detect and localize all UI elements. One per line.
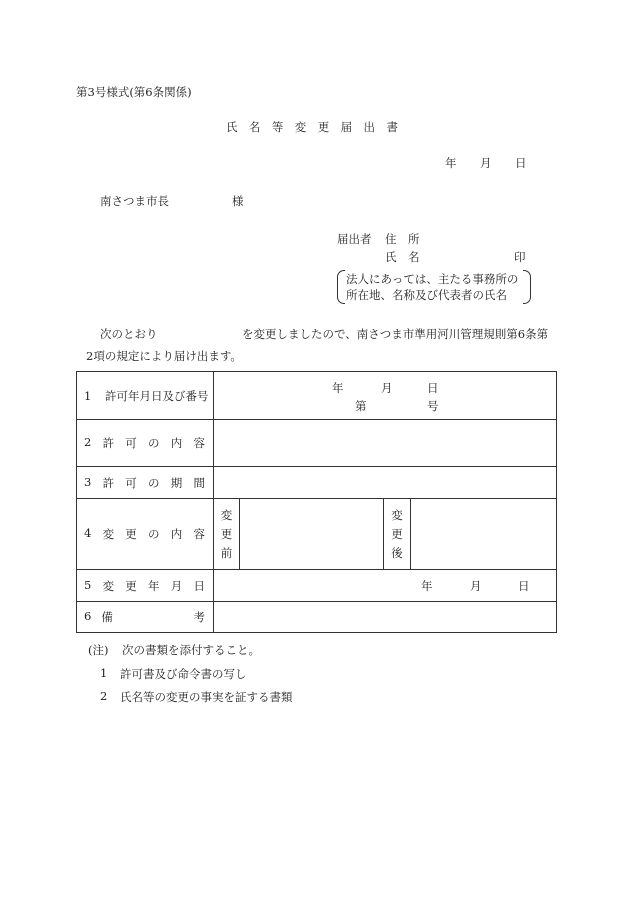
title-char: 氏 bbox=[226, 120, 238, 134]
label-char: 備 bbox=[101, 610, 113, 624]
row-label bbox=[77, 570, 214, 602]
date-month-label: 月 bbox=[480, 156, 492, 170]
label-char: 容 bbox=[193, 436, 205, 450]
notes-heading: (注) bbox=[88, 643, 109, 657]
table-row bbox=[77, 372, 557, 420]
label-char: 許 bbox=[102, 475, 115, 490]
label-char: 許 bbox=[102, 436, 115, 450]
after-change-field[interactable] bbox=[411, 499, 557, 570]
after-change-label bbox=[384, 499, 411, 570]
row5-month: 月 bbox=[470, 579, 482, 593]
row5-year: 年 bbox=[421, 579, 433, 593]
label-char: 年 bbox=[148, 578, 160, 593]
before-change-label bbox=[214, 499, 240, 570]
note-item-number: 2 bbox=[100, 689, 108, 703]
title-char: 等 bbox=[271, 120, 284, 134]
change-date-field[interactable] bbox=[214, 570, 557, 602]
remarks-field[interactable] bbox=[214, 602, 557, 633]
title-char: 届 bbox=[340, 120, 353, 134]
row-number: 3 bbox=[84, 474, 92, 489]
row-number: 2 bbox=[84, 435, 92, 449]
right-bracket bbox=[523, 270, 531, 304]
row-label bbox=[77, 372, 214, 420]
row-label bbox=[77, 499, 214, 570]
body-line1-prefix: 次のとおり bbox=[100, 327, 158, 341]
row1-month: 月 bbox=[381, 381, 393, 395]
label-char: 月 bbox=[170, 578, 183, 593]
title-char: 出 bbox=[363, 120, 376, 134]
row1-dai: 第 bbox=[355, 399, 367, 413]
title-char: 名 bbox=[248, 120, 261, 134]
label-char: 変 bbox=[102, 527, 115, 541]
row-label bbox=[77, 467, 214, 499]
label-char: 更 bbox=[391, 526, 403, 541]
label-char: 可 bbox=[125, 475, 137, 490]
row1-go: 号 bbox=[427, 399, 439, 413]
label-char: 間 bbox=[193, 475, 205, 490]
addressee-honorific: 様 bbox=[232, 194, 244, 208]
label-char: の bbox=[148, 475, 160, 490]
label-char: 日 bbox=[193, 578, 205, 593]
note-item-text: 氏名等の変更の事実を証する書類 bbox=[120, 690, 293, 704]
notes-intro: 次の書類を添付すること。 bbox=[122, 643, 260, 657]
table-row bbox=[77, 602, 557, 633]
row-label bbox=[77, 420, 214, 467]
before-change-field[interactable] bbox=[240, 499, 384, 570]
label-char: 内 bbox=[170, 527, 183, 541]
address-label: 住 所 bbox=[385, 232, 420, 246]
row-number: 6 bbox=[84, 609, 92, 623]
left-bracket bbox=[337, 270, 345, 304]
date-year-label: 年 bbox=[445, 156, 457, 170]
body-line1-suffix: を変更しましたので、南さつま市準用河川管理規則第6条第 bbox=[242, 327, 549, 341]
label-char: 前 bbox=[220, 545, 233, 560]
label-char: 更 bbox=[125, 578, 137, 593]
applicant-label: 届出者 bbox=[337, 232, 372, 246]
table-row bbox=[77, 570, 557, 602]
table-row bbox=[77, 467, 557, 499]
label-char: 考 bbox=[193, 610, 205, 624]
application-table bbox=[76, 371, 557, 633]
label-char: 変 bbox=[102, 578, 115, 593]
label-char: 変 bbox=[391, 507, 403, 522]
permit-date-number-field[interactable] bbox=[214, 372, 557, 420]
row-number: 5 bbox=[84, 577, 92, 592]
label-char: 期 bbox=[170, 475, 183, 490]
title-char: 書 bbox=[386, 120, 398, 134]
permit-period-field[interactable] bbox=[214, 467, 557, 499]
note-item-number: 1 bbox=[100, 666, 108, 680]
label-char: 更 bbox=[125, 527, 137, 541]
document-title bbox=[226, 119, 398, 135]
permit-content-field[interactable] bbox=[214, 420, 557, 467]
body-line2: 2項の規定により届け出ます。 bbox=[86, 349, 242, 363]
name-label: 氏 名 bbox=[385, 250, 420, 264]
note-item-text: 許可書及び命令書の写し bbox=[120, 667, 247, 681]
corporate-note bbox=[337, 270, 531, 304]
label-char: 容 bbox=[193, 527, 205, 541]
table-row bbox=[77, 420, 557, 467]
row-number: 1 bbox=[84, 388, 92, 403]
form-number: 第3号様式(第6条関係) bbox=[76, 85, 192, 99]
row1-year: 年 bbox=[332, 381, 344, 395]
label-char: の bbox=[148, 436, 160, 450]
row-label-text: 許可年月日及び番号 bbox=[104, 388, 209, 403]
label-char: 変 bbox=[220, 507, 233, 522]
row1-day: 日 bbox=[427, 381, 439, 395]
date-day-label: 日 bbox=[515, 156, 527, 170]
label-char: 内 bbox=[170, 436, 183, 450]
label-char: 後 bbox=[391, 545, 403, 560]
label-char: 更 bbox=[220, 526, 233, 541]
row-label bbox=[77, 602, 214, 633]
label-char: の bbox=[148, 527, 160, 541]
corporate-note-line2: 所在地、名称及び代表者の氏名 bbox=[346, 288, 507, 302]
seal-mark: 印 bbox=[514, 250, 526, 264]
title-char: 変 bbox=[294, 120, 307, 134]
title-char: 更 bbox=[317, 120, 330, 134]
row5-day: 日 bbox=[518, 579, 530, 593]
table-row bbox=[77, 499, 557, 570]
corporate-note-line1: 法人にあっては、主たる事務所の bbox=[346, 272, 519, 286]
row-number: 4 bbox=[84, 526, 92, 540]
addressee-name: 南さつま市長 bbox=[100, 194, 169, 208]
label-char: 可 bbox=[125, 436, 137, 450]
